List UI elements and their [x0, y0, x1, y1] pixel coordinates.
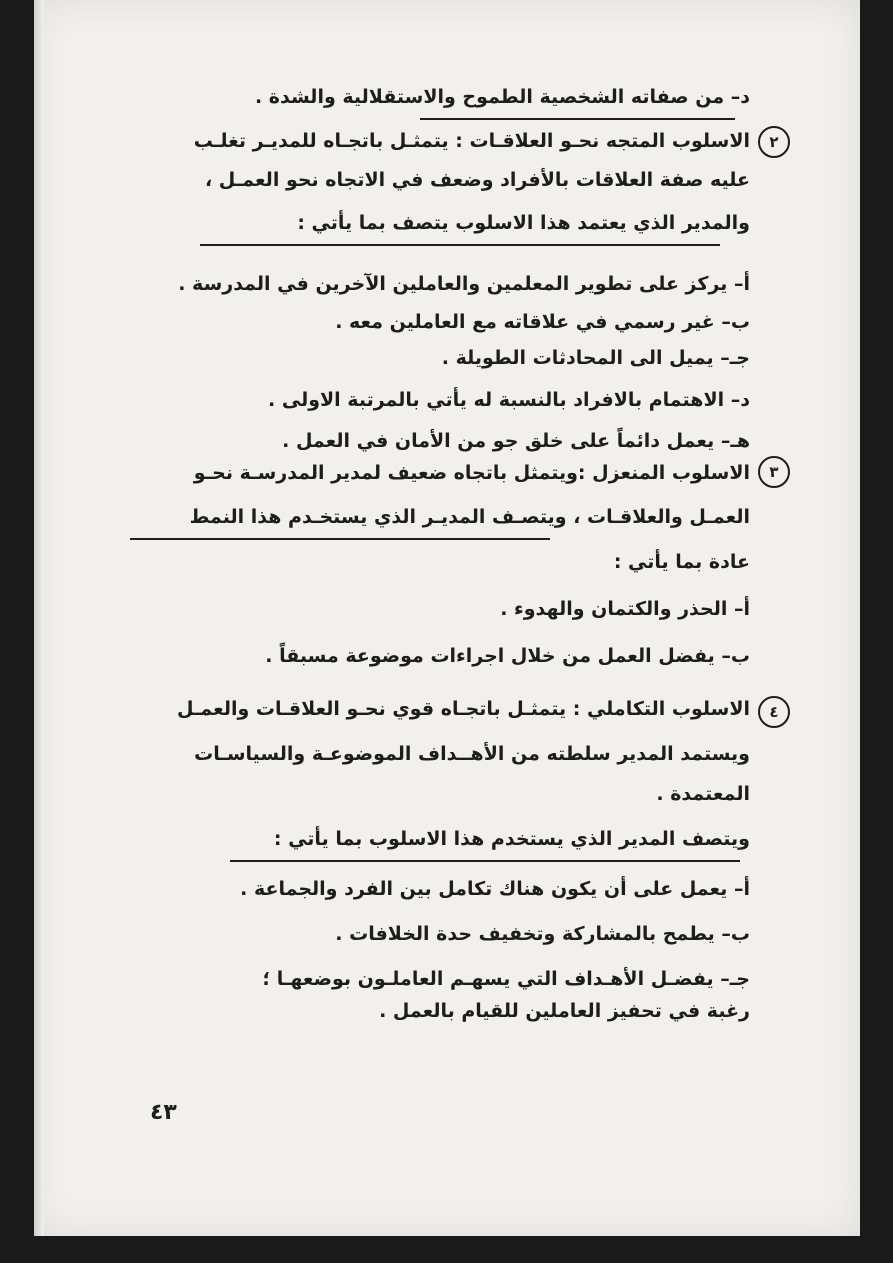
text-line: والمدير الذي يعتمد هذا الاسلوب يتصف بما يأتي :: [297, 212, 750, 234]
text-line: جـ– يفضـل الأهـداف التي يسهـم العاملـون بوضعهـا ؛: [262, 968, 750, 990]
text-line: ب– يطمح بالمشاركة وتخفيف حدة الخلافات .: [335, 923, 750, 945]
text-line: عليه صفة العلاقات بالأفراد وضعف في الاتجاه نحو العمـل ،: [204, 169, 750, 191]
text-line: ويستمد المدير سلطته من الأهــداف الموضوعـة والسياسـات: [194, 743, 750, 765]
text-line: العمـل والعلاقـات ، ويتصـف المديـر الذي يستخـدم هذا النمط: [189, 506, 750, 528]
text-line: الاسلوب التكاملي : يتمثـل باتجـاه قوي نحـو العلاقـات والعمـل: [176, 698, 750, 720]
text-line: د– من صفاته الشخصية الطموح والاستقلالية والشدة .: [254, 86, 750, 108]
text-line: جـ– يميل الى المحادثات الطويلة .: [441, 347, 750, 369]
underline: [420, 118, 735, 120]
text-line: أ– الحذر والكتمان والهدوء .: [500, 598, 750, 620]
text-line: أ– يركز على تطوير المعلمين والعاملين الآخرين في المدرسة .: [178, 273, 750, 295]
section-number: ٣: [758, 456, 790, 488]
underline: [200, 244, 720, 246]
page-binding-edge: [34, 0, 44, 1236]
text-line: عادة بما يأتي :: [613, 551, 750, 573]
text-line: د– الاهتمام بالافراد بالنسبة له يأتي بالمرتبة الاولى .: [268, 389, 750, 411]
text-line: أ– يعمل على أن يكون هناك تكامل بين الفرد والجماعة .: [240, 878, 750, 900]
underline: [130, 538, 550, 540]
text-line: الاسلوب المتجه نحـو العلاقـات : يتمثـل باتجـاه للمديـر تغلـب: [193, 130, 750, 152]
text-line: الاسلوب المنعزل :ويتمثل باتجاه ضعيف لمدير المدرسـة نحـو: [193, 462, 750, 484]
underline: [230, 860, 740, 862]
text-line: ب– غير رسمي في علاقاته مع العاملين معه .: [335, 311, 750, 333]
text-line: ويتصف المدير الذي يستخدم هذا الاسلوب بما يأتي :: [273, 828, 750, 850]
section-number: ٢: [758, 126, 790, 158]
text-line: هـ– يعمل دائماً على خلق جو من الأمان في العمل .: [282, 430, 750, 452]
text-line: رغبة في تحفيز العاملين للقيام بالعمل .: [379, 1000, 750, 1022]
section-number: ٤: [758, 696, 790, 728]
text-line: المعتمدة .: [656, 783, 750, 805]
page-number: ٤٣: [150, 1100, 177, 1125]
text-line: ب– يفضل العمل من خلال اجراءات موضوعة مسبقاً .: [265, 645, 750, 667]
